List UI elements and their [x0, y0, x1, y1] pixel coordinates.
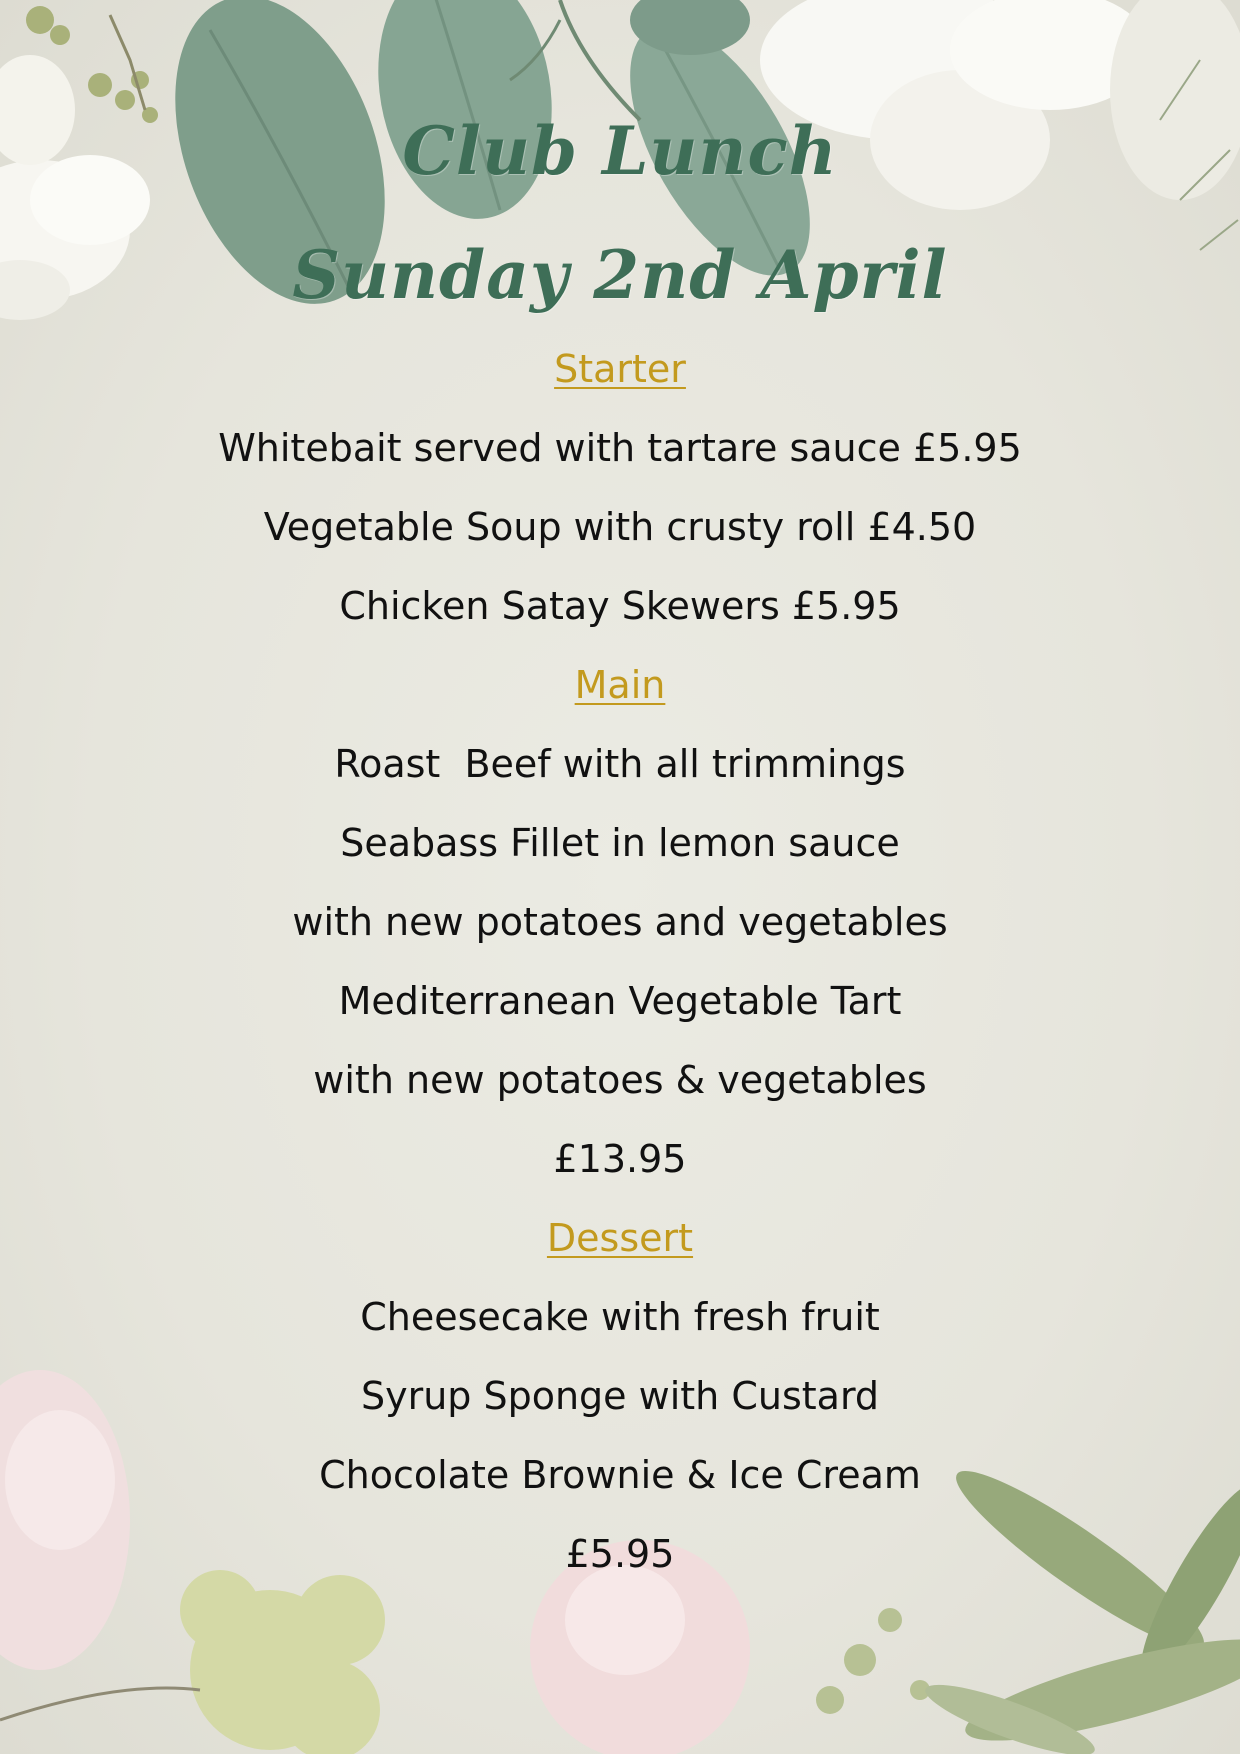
menu-item: Vegetable Soup with crusty roll £4.50	[263, 505, 977, 549]
menu-price: £13.95	[553, 1137, 687, 1181]
menu-item: Cheesecake with fresh fruit	[360, 1295, 880, 1339]
menu-item: Syrup Sponge with Custard	[360, 1374, 880, 1418]
menu-item: Chicken Satay Skewers £5.95	[339, 584, 901, 628]
menu-title: Club Lunch	[402, 112, 838, 190]
menu-date: Sunday 2nd April	[292, 236, 948, 314]
section-heading-dessert: Dessert	[546, 1216, 694, 1260]
menu-item: Chocolate Brownie & Ice Cream	[319, 1453, 921, 1497]
section-heading-main: Main	[574, 663, 666, 707]
menu-item: with new potatoes and vegetables	[292, 900, 948, 944]
menu-item: Roast Beef with all trimmings	[334, 742, 906, 786]
menu-price: £5.95	[565, 1532, 675, 1576]
menu-item: with new potatoes & vegetables	[313, 1058, 927, 1102]
section-heading-starter: Starter	[554, 347, 686, 391]
menu-item: Whitebait served with tartare sauce £5.95	[218, 426, 1022, 470]
menu-item: Mediterranean Vegetable Tart	[338, 979, 902, 1023]
menu-item: Seabass Fillet in lemon sauce	[340, 821, 900, 865]
